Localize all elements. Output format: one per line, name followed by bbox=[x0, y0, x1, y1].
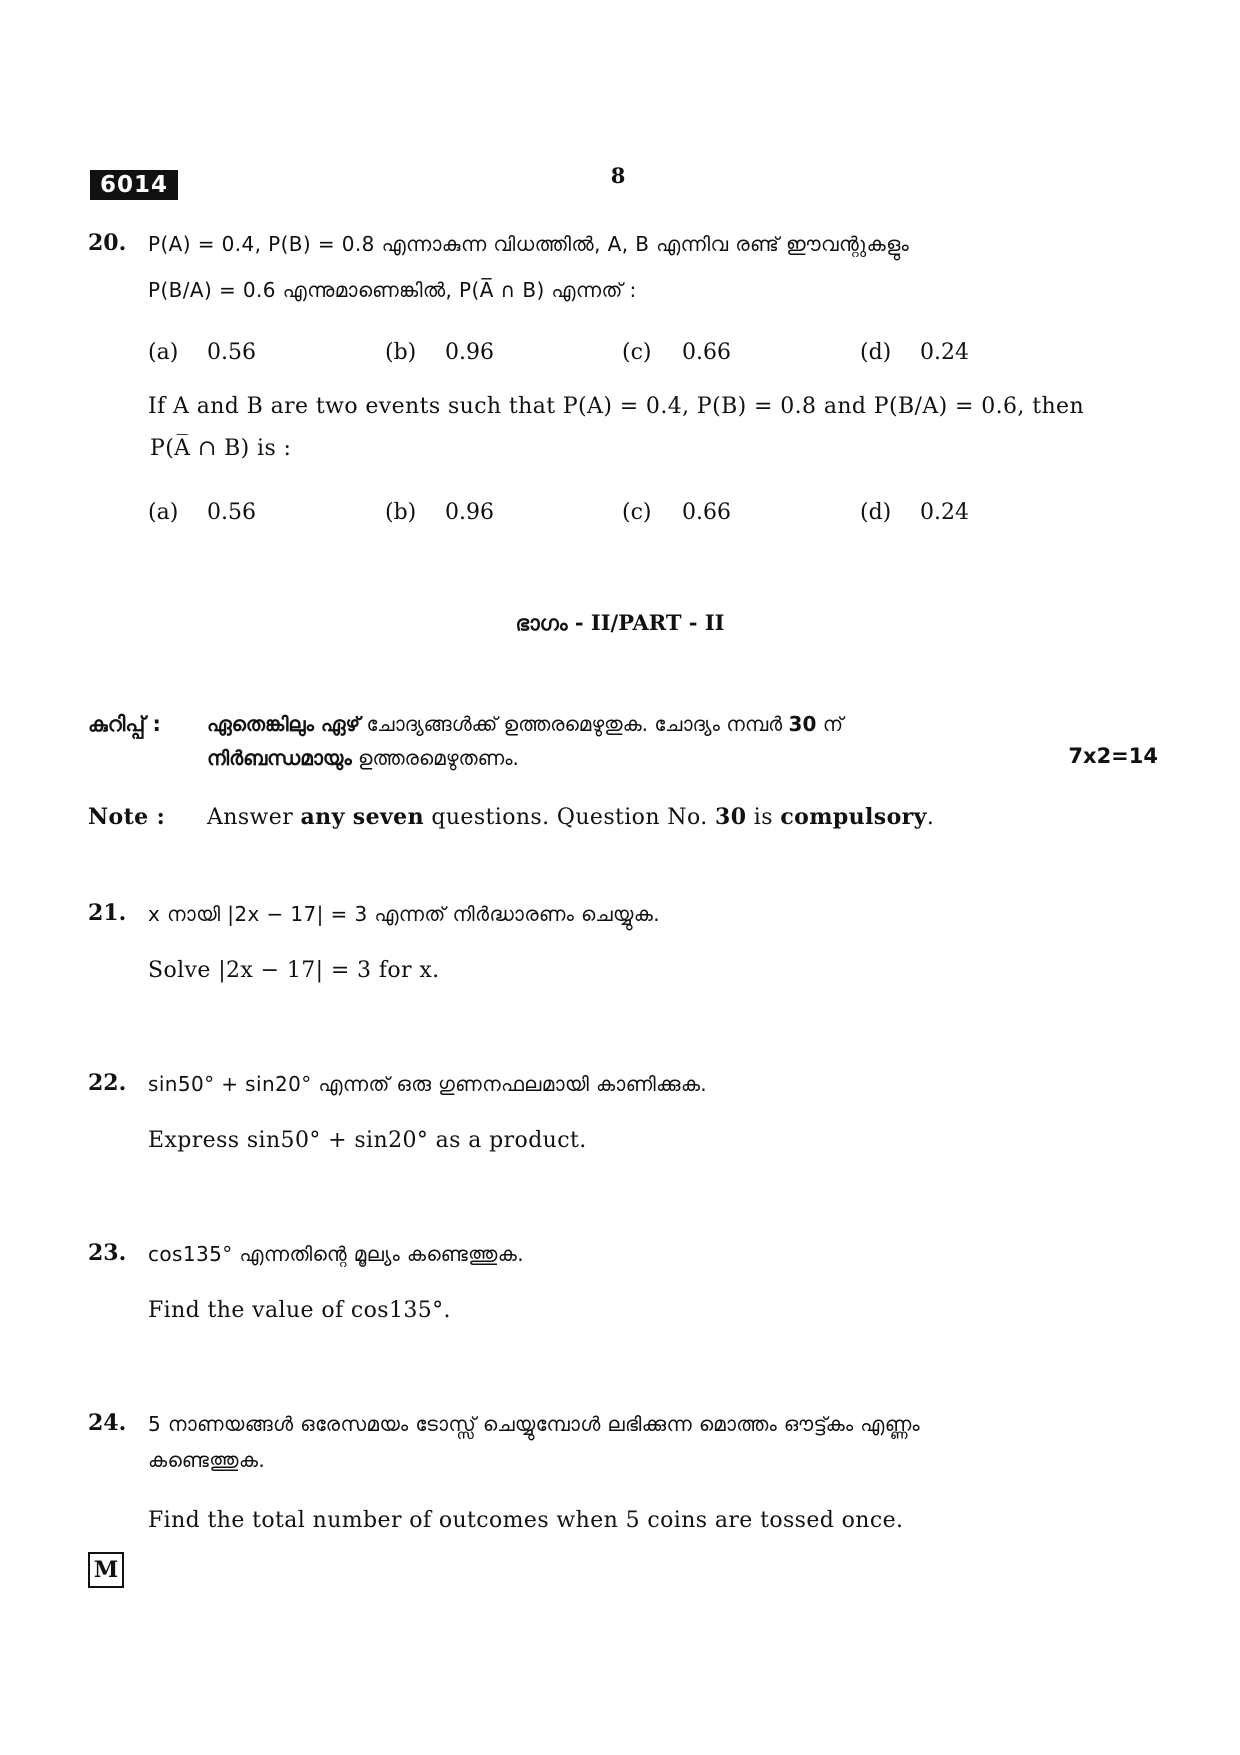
option-label-d: (d) bbox=[860, 340, 892, 365]
question-number: 24. bbox=[88, 1410, 127, 1436]
note-ml-line1 bbox=[207, 712, 843, 736]
note-ml-line2 bbox=[207, 746, 519, 770]
note-en-t4: . bbox=[926, 805, 935, 830]
note-en-t2: questions. Question No. bbox=[423, 805, 715, 830]
option-value-c: 0.66 bbox=[682, 500, 731, 525]
question-text-ml-line2: P(B/A) = 0.6 എന്നുമാണെങ്കിൽ, P(A̅ ∩ B) എന്നത് : bbox=[148, 278, 637, 302]
note-en-t1: Answer bbox=[207, 805, 301, 830]
option-label-b: (b) bbox=[385, 500, 417, 525]
note-ml-bold3: നിർബന്ധമായും bbox=[207, 746, 352, 770]
option-value-d: 0.24 bbox=[920, 340, 969, 365]
question-text-en: Express sin50° + sin20° as a product. bbox=[148, 1128, 587, 1153]
question-text-en: Solve |2x − 17| = 3 for x. bbox=[148, 958, 440, 983]
option-label-b: (b) bbox=[385, 340, 417, 365]
option-value-b: 0.96 bbox=[445, 340, 494, 365]
note-ml-text3: ഉത്തരമെഴുതണം. bbox=[351, 746, 519, 770]
question-text-ml-line2: കണ്ടെത്തുക. bbox=[148, 1448, 266, 1472]
question-text-en-line2: P(A̅ ∩ B) is : bbox=[150, 436, 292, 461]
paper-code-box: 6014 bbox=[90, 170, 178, 200]
part-heading: ഭാഗം - II/PART - II bbox=[515, 610, 725, 635]
note-en-b1: any seven bbox=[300, 804, 424, 830]
option-label-d: (d) bbox=[860, 500, 892, 525]
option-label-c: (c) bbox=[622, 340, 652, 365]
option-label-a: (a) bbox=[148, 500, 179, 525]
note-ml-bold2: 30 bbox=[788, 712, 817, 736]
option-value-a: 0.56 bbox=[207, 500, 256, 525]
option-label-c: (c) bbox=[622, 500, 652, 525]
question-number: 23. bbox=[88, 1240, 127, 1266]
note-en-label: Note : bbox=[88, 804, 166, 830]
option-label-a: (a) bbox=[148, 340, 179, 365]
question-number: 22. bbox=[88, 1070, 127, 1096]
question-text-ml: x നായി |2x − 17| = 3 എന്നത് നിർദ്ധാരണം ചെയ്യുക. bbox=[148, 902, 660, 926]
question-number: 20. bbox=[88, 230, 127, 256]
question-text-ml: sin50° + sin20° എന്നത് ഒരു ഗുണനഫലമായി കാണിക്കുക. bbox=[148, 1072, 708, 1096]
question-text-en-line1: If A and B are two events such that P(A) = 0.4, P(B) = 0.8 and P(B/A) = 0.6, then bbox=[148, 394, 1085, 419]
question-text-en: Find the value of cos135°. bbox=[148, 1298, 451, 1323]
question-text-ml-line1: P(A) = 0.4, P(B) = 0.8 എന്നാകുന്ന വിധത്തിൽ, A, B എന്നിവ രണ്ട് ഈവന്റുകളും bbox=[148, 232, 910, 256]
option-value-a: 0.56 bbox=[207, 340, 256, 365]
page-number: 8 bbox=[610, 163, 626, 188]
note-en-t3: is bbox=[746, 805, 781, 830]
marks-allocation: 7x2=14 bbox=[1068, 744, 1158, 768]
note-en-text bbox=[207, 804, 934, 830]
question-text-en: Find the total number of outcomes when 5 coins are tossed once. bbox=[148, 1508, 904, 1533]
note-ml-label: കുറിപ്പ് : bbox=[88, 712, 161, 736]
question-number: 21. bbox=[88, 900, 127, 926]
note-en-b3: compulsory bbox=[780, 804, 927, 830]
question-text-ml-line1: 5 നാണയങ്ങൾ ഒരേസമയം ടോസ്സ് ചെയ്യുമ്പോൾ ലഭിക്കുന്ന മൊത്തം ഔട്ട്കം എണ്ണം bbox=[148, 1412, 921, 1436]
footer-mark-box: M bbox=[88, 1552, 124, 1588]
option-value-c: 0.66 bbox=[682, 340, 731, 365]
note-ml-text2: ന് bbox=[816, 712, 844, 736]
question-text-ml: cos135° എന്നതിന്റെ മൂല്യം കണ്ടെത്തുക. bbox=[148, 1242, 524, 1266]
option-value-b: 0.96 bbox=[445, 500, 494, 525]
option-value-d: 0.24 bbox=[920, 500, 969, 525]
note-ml-text1: ചോദ്യങ്ങൾക്ക് ഉത്തരമെഴുതുക. ചോദ്യം നമ്പർ bbox=[360, 712, 789, 736]
note-ml-bold1: ഏതെങ്കിലും ഏഴ് bbox=[207, 712, 361, 736]
note-en-b2: 30 bbox=[714, 804, 747, 830]
